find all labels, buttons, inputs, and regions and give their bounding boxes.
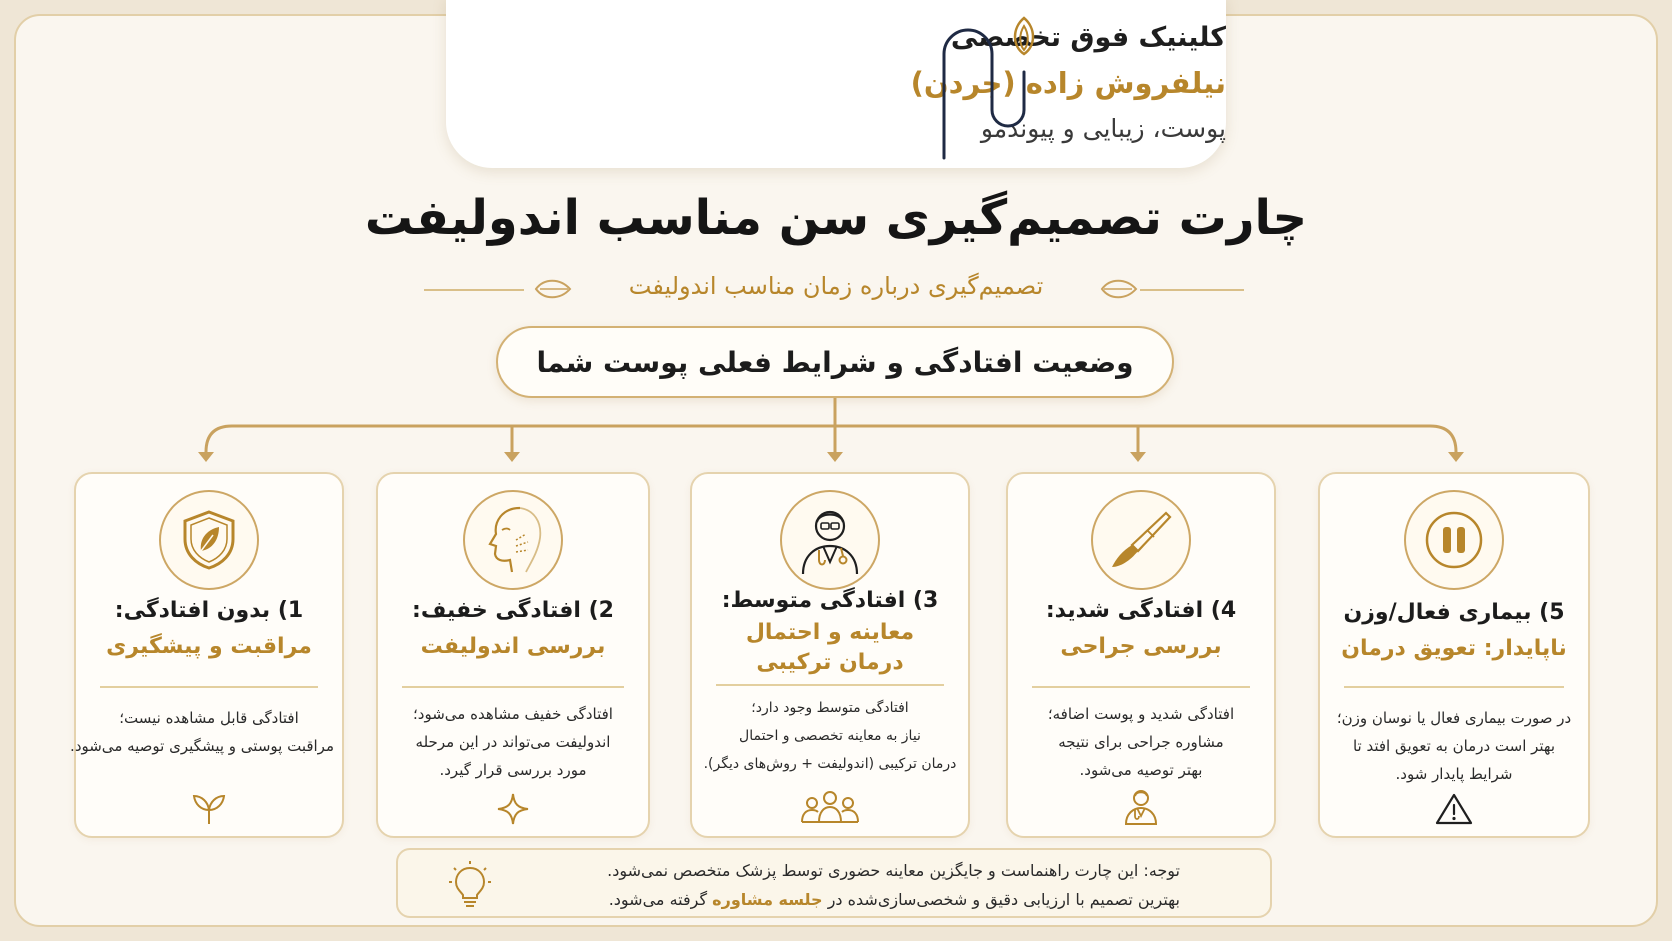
card-divider (1032, 686, 1250, 688)
group-icon (800, 788, 860, 826)
card-description (700, 694, 960, 778)
card-icon-circle (1404, 490, 1504, 590)
card-desc-line: مورد بررسی قرار گیرد. (439, 761, 587, 779)
shield-leaf-icon (181, 509, 237, 571)
sprout-icon (191, 792, 227, 826)
card-desc-line: بهتر است درمان به تعویق افتد تا (1352, 737, 1556, 755)
pause-icon (1421, 507, 1487, 573)
clinic-line-1: کلینیک فوق تخصصی (950, 22, 1226, 53)
card-divider (100, 686, 318, 688)
lightbulb-icon (448, 860, 492, 908)
card-accent: مراقبت و پیشگیری (106, 634, 312, 659)
card-desc-line: مشاوره جراحی برای نتیجه (1058, 733, 1224, 751)
warning-icon (1435, 792, 1473, 826)
card-active-illness (1318, 472, 1590, 838)
card-description (1328, 704, 1580, 788)
card-description (386, 700, 640, 784)
card-description (70, 704, 334, 760)
card-accent-line: درمان ترکیبی (756, 650, 904, 675)
disclaimer-note (396, 848, 1272, 918)
face-profile-icon (480, 504, 546, 576)
card-accent: بررسی اندولیفت (420, 634, 606, 659)
card-desc-line: نیاز به معاینه تخصصی و احتمال (739, 728, 921, 744)
consultation-session-label: جلسه مشاوره (712, 890, 823, 909)
note-line-2-end: گرفته می‌شود. (608, 890, 708, 909)
card-accent-line: معاینه و احتمال (745, 620, 915, 645)
root-node-label: وضعیت افتادگی و شرایط فعلی پوست شما (536, 345, 1134, 379)
scalpel-icon (1108, 507, 1174, 573)
card-desc-line: اندولیفت می‌تواند در این مرحله (415, 733, 611, 751)
card-desc-line: افتادگی خفیف مشاهده می‌شود؛ (413, 705, 613, 723)
card-desc-line: شرایط پایدار شود. (1395, 765, 1513, 783)
card-no-sagging (70, 472, 344, 838)
card-icon-circle (463, 490, 563, 590)
card-icon-circle (159, 490, 259, 590)
card-severe-sagging (1006, 472, 1276, 838)
card-desc-line: درمان ترکیبی (اندولیفت + روش‌های دیگر). (703, 756, 957, 772)
card-desc-line: افتادگی قابل مشاهده نیست؛ (119, 709, 299, 727)
doctor-small-icon (1123, 788, 1159, 826)
card-accent: ناپایدار: تعویق درمان (1341, 636, 1567, 661)
card-desc-line: افتادگی شدید و پوست اضافه؛ (1047, 705, 1235, 723)
card-heading: 5) بیماری فعال/وزن (1343, 600, 1565, 625)
clinic-line-3: پوست، زیبایی و پیوندمو (980, 114, 1226, 143)
card-icon-circle (780, 490, 880, 590)
card-desc-line: افتادگی متوسط وجود دارد؛ (751, 700, 909, 716)
card-description (1016, 700, 1266, 784)
page-title: چارت تصمیم‌گیری سن مناسب اندولیفت (364, 190, 1308, 246)
sparkle-icon (496, 792, 530, 826)
note-line-2 (607, 885, 1180, 914)
card-heading: 3) افتادگی متوسط: (721, 588, 939, 613)
card-divider (1344, 686, 1564, 688)
card-moderate-sagging (690, 472, 970, 838)
card-desc-line: مراقبت پوستی و پیشگیری توصیه می‌شود. (70, 737, 334, 755)
card-divider (402, 686, 624, 688)
page-subtitle: تصمیم‌گیری درباره زمان مناسب اندولیفت (628, 272, 1044, 300)
card-divider (716, 684, 944, 686)
card-accent: بررسی جراحی (1060, 634, 1222, 659)
card-heading: 1) بدون افتادگی: (114, 598, 304, 623)
clinic-line-2: نیلفروش زاده (جردن) (910, 66, 1226, 100)
note-text (607, 856, 1180, 914)
card-heading: 2) افتادگی خفیف: (412, 598, 614, 623)
doctor-icon (797, 504, 863, 576)
note-line-2-start: بهترین تصمیم با ارزیابی دقیق و شخصی‌سازی‌شده در (827, 890, 1180, 909)
card-heading: 4) افتادگی شدید: (1045, 598, 1237, 623)
card-icon-circle (1091, 490, 1191, 590)
note-line-1: توجه: این چارت راهنماست و جایگزین معاینه حضوری توسط پزشک متخصص نمی‌شود. (607, 861, 1180, 880)
card-desc-line: بهتر توصیه می‌شود. (1079, 761, 1203, 779)
card-mild-sagging (376, 472, 650, 838)
card-desc-line: در صورت بیماری فعال یا نوسان وزن؛ (1336, 709, 1572, 727)
card-accent (692, 618, 968, 678)
